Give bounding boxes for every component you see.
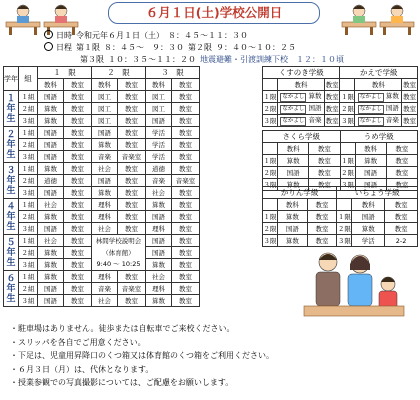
header-subject: 教科	[355, 79, 402, 91]
room-cell: 教室	[325, 116, 339, 125]
special-classes-table-upper	[262, 66, 418, 127]
period-cell: １限	[337, 212, 351, 221]
period-cell: ２限	[263, 168, 277, 177]
subject-cell: 算数	[146, 295, 172, 307]
subject-cell: 図工	[92, 103, 118, 115]
period-cell: ３限	[340, 116, 354, 125]
room-cell: 教室	[64, 223, 92, 235]
room-cell: 教室	[118, 223, 146, 235]
table-row	[4, 175, 200, 187]
subject-text: 国語	[385, 104, 399, 112]
subject-cell: 社会	[38, 235, 64, 247]
class-cell: １組	[19, 127, 38, 139]
subject-cell: 社会	[146, 271, 172, 283]
grade-label: ４年生	[4, 199, 19, 235]
date-label: 日時	[56, 31, 72, 40]
room-cell: 教室	[307, 223, 337, 235]
room-cell: 教室	[172, 127, 200, 139]
period2-time: ９：４０～１０：２５	[216, 43, 296, 52]
table-row	[4, 283, 200, 295]
subject-cell	[278, 115, 325, 127]
table-row	[4, 259, 200, 271]
subject-cell: 国語	[278, 223, 308, 235]
subject-cell: 国語	[38, 127, 64, 139]
class-cell: ２組	[19, 175, 38, 187]
subject-cell: 国語	[352, 211, 385, 223]
subject-cell: 理科	[146, 283, 172, 295]
room-cell: 教室	[64, 295, 92, 307]
header-p2: ２ 限	[92, 67, 146, 79]
room-cell: 教室	[118, 163, 146, 175]
subject-cell: 算数	[92, 187, 118, 199]
subject-cell: 学活	[146, 127, 172, 139]
class-cell: ２組	[19, 247, 38, 259]
table-row	[263, 115, 418, 127]
header-subject: 教科	[38, 79, 64, 91]
period2-name: 第２限	[188, 43, 212, 52]
subject-cell: 算数	[146, 199, 172, 211]
subject-cell: 算数	[352, 223, 385, 235]
room-cell: 教室	[172, 187, 200, 199]
room-cell: 教室	[64, 247, 92, 259]
period-cell: ３限	[337, 236, 351, 245]
subject-cell: 道徳	[38, 175, 64, 187]
header-class: 組	[19, 67, 38, 91]
subject-cell: 学活	[352, 235, 385, 247]
subject-cell: 社会	[92, 223, 118, 235]
header-p1: １ 限	[38, 67, 92, 79]
subject-cell: 算数	[278, 235, 308, 247]
periods-label: 日程	[56, 43, 72, 52]
room-cell: 教室	[172, 151, 200, 163]
nakayoshi-tag: なかよし	[359, 94, 382, 100]
header-subject: 教科	[355, 143, 386, 155]
header-room: 教室	[307, 199, 337, 211]
table-row	[4, 163, 200, 175]
table-row	[263, 211, 418, 223]
header-room: 教室	[386, 143, 417, 155]
nakayoshi-tag: なかよし	[359, 106, 382, 112]
note-item: ・スリッパを各自でご用意ください。	[10, 337, 146, 347]
room-cell: 教室	[172, 271, 200, 283]
nakayoshi-tag: なかよし	[282, 106, 305, 112]
grade-label: ２年生	[4, 127, 19, 163]
room-cell: 音楽室	[172, 175, 200, 187]
table-row	[4, 271, 200, 283]
grade-label: ３年生	[4, 163, 19, 199]
room-cell: 教室	[403, 116, 417, 125]
subject-text: 算数	[308, 92, 322, 100]
subject-cell: 算数	[38, 259, 64, 271]
subject-cell	[355, 103, 402, 115]
room-cell: 教室	[172, 223, 200, 235]
room-cell: 教室	[172, 139, 200, 151]
subject-cell	[355, 91, 402, 103]
class-cell: ３組	[19, 259, 38, 271]
table-row	[263, 223, 418, 235]
subject-cell: 算数	[38, 211, 64, 223]
room-cell: 教室	[172, 247, 200, 259]
table-row	[263, 167, 418, 179]
period-cell: ２限	[263, 104, 277, 113]
room-cell: 教室	[386, 155, 417, 167]
nakayoshi-tag: なかよし	[282, 94, 305, 100]
subject-cell: 算数	[146, 259, 172, 271]
class-cell: ３組	[19, 115, 38, 127]
room-cell: 教室	[64, 283, 92, 295]
room-cell: 教室	[172, 115, 200, 127]
subject-cell: 算数	[278, 179, 309, 191]
subject-cell: 国語	[38, 223, 64, 235]
room-cell: 教室	[325, 104, 339, 113]
subject-cell: 国語	[92, 127, 118, 139]
period-cell: １限	[263, 212, 277, 221]
subject-cell: 図工	[146, 103, 172, 115]
room-cell: 教室	[309, 167, 340, 179]
room-cell: 教室	[172, 103, 200, 115]
class-cell: ２組	[19, 283, 38, 295]
table-row	[263, 103, 418, 115]
subject-cell: 国語	[355, 167, 386, 179]
room-cell: 教室	[64, 211, 92, 223]
room-cell: 教室	[64, 91, 92, 103]
note-item: ・駐車場はありません。徒歩または自転車でご来校ください。	[10, 324, 235, 333]
periods-line	[44, 42, 300, 53]
subject-cell	[355, 115, 402, 127]
subject-cell: 国語	[38, 139, 64, 151]
timetable	[3, 66, 200, 307]
blank-cell	[263, 79, 278, 91]
room-cell: 教室	[118, 91, 146, 103]
header-room: 教室	[172, 79, 200, 91]
period-cell: ２限	[263, 224, 277, 233]
room-cell: 教室	[172, 211, 200, 223]
room-cell: 教室	[309, 179, 340, 191]
subject-cell: 社会	[38, 199, 64, 211]
class-cell: ３組	[19, 295, 38, 307]
period-cell: １限	[340, 92, 354, 101]
table-row	[4, 211, 200, 223]
bullet-circle-icon	[44, 30, 53, 39]
table-row	[4, 91, 200, 103]
room-cell: 教室	[118, 139, 146, 151]
room-cell: 教室	[64, 175, 92, 187]
table-row	[4, 235, 200, 247]
table-row	[4, 223, 200, 235]
subject-cell: 学活	[146, 151, 172, 163]
special-class-title: かりん学級	[263, 187, 337, 199]
subject-cell: 算数	[38, 103, 64, 115]
room-cell: 教室	[118, 211, 146, 223]
note-item: ・６月３日（月）は、代休となります。	[10, 364, 154, 374]
header-subject: 教科	[352, 199, 385, 211]
header-room: 教室	[309, 143, 340, 155]
room-cell: 教室	[64, 127, 92, 139]
subject-cell: 道徳	[146, 163, 172, 175]
period-cell: １限	[263, 92, 277, 101]
subject-text: 音楽	[308, 116, 322, 124]
room-cell: 教室	[172, 91, 200, 103]
table-row	[4, 295, 200, 307]
bullet-circle-icon	[44, 42, 53, 51]
grade-label: ５年生	[4, 235, 19, 271]
subject-cell: 国語	[38, 151, 64, 163]
special-event-cell: （体育館）	[92, 247, 146, 259]
period1-name: 第１限	[76, 43, 100, 52]
subject-cell: 国語	[38, 295, 64, 307]
special-event-cell: 9:40 ～ 10:25	[92, 259, 146, 271]
subject-cell: 社会	[92, 163, 118, 175]
room-cell: 教室	[118, 127, 146, 139]
period-cell: ２限	[341, 168, 354, 177]
room-cell: 教室	[64, 163, 92, 175]
period-cell: ３限	[341, 180, 354, 189]
period-cell: ３限	[263, 116, 277, 125]
subject-cell: 国語	[146, 115, 172, 127]
subject-cell: 国語	[38, 283, 64, 295]
subject-text: 算数	[385, 92, 399, 100]
period3-line	[80, 54, 348, 65]
room-cell: 教室	[118, 271, 146, 283]
special-event-cell: 林間学校説明会	[92, 235, 146, 247]
period-cell: １限	[341, 156, 354, 165]
class-cell: ２組	[19, 139, 38, 151]
blank-cell	[337, 199, 352, 211]
room-cell: 教室	[172, 163, 200, 175]
class-cell: １組	[19, 235, 38, 247]
subject-cell: 図工	[146, 91, 172, 103]
subject-cell: 学活	[146, 139, 172, 151]
class-cell: １組	[19, 91, 38, 103]
header-subject: 教科	[146, 79, 172, 91]
table-row	[4, 199, 200, 211]
header-subject: 教科	[278, 79, 325, 91]
period-cell: １限	[263, 156, 277, 165]
header-room: 教室	[64, 79, 92, 91]
header-room: 教室	[325, 80, 339, 89]
room-cell: 教室	[118, 199, 146, 211]
period3-time: １０：３５～１１：２０	[108, 55, 196, 64]
subject-cell: 国語	[146, 235, 172, 247]
header-subject: 教科	[278, 143, 309, 155]
table-row	[4, 103, 200, 115]
grade-label: １年生	[4, 91, 19, 127]
subject-cell: 理科	[92, 199, 118, 211]
class-cell: １組	[19, 271, 38, 283]
table-row	[4, 127, 200, 139]
class-cell: ３組	[19, 151, 38, 163]
blank-cell	[340, 143, 355, 155]
header-room: 教室	[403, 80, 417, 89]
students-desk-clipart	[340, 0, 418, 36]
room-cell: 教室	[64, 235, 92, 247]
class-cell: １組	[19, 199, 38, 211]
blank-cell	[263, 143, 278, 155]
room-cell: 教室	[386, 167, 417, 179]
subject-cell: 算数	[38, 163, 64, 175]
subject-cell: 音楽	[146, 175, 172, 187]
room-cell: 教室	[386, 179, 417, 191]
blank-cell	[263, 199, 278, 211]
subject-text: 国語	[308, 104, 322, 112]
room-cell: 教室	[385, 223, 418, 235]
room-cell: 2-2	[385, 235, 418, 247]
room-cell: 教室	[64, 271, 92, 283]
subject-cell: 国語	[38, 187, 64, 199]
subject-cell: 算数	[278, 211, 308, 223]
room-cell: 教室	[118, 115, 146, 127]
subject-cell: 図工	[92, 115, 118, 127]
room-cell: 教室	[118, 187, 146, 199]
date-value: 令和元年６月１日（土） ８：４５～１１：３０	[76, 31, 248, 40]
table-row	[4, 151, 200, 163]
header-p3: ３ 限	[146, 67, 200, 79]
room-cell: 教室	[172, 259, 200, 271]
subject-cell: 算数	[38, 271, 64, 283]
header-room: 教室	[385, 199, 418, 211]
table-row	[4, 139, 200, 151]
room-cell: 教室	[172, 283, 200, 295]
nakayoshi-tag: なかよし	[359, 118, 382, 124]
room-cell: 教室	[118, 103, 146, 115]
room-cell: 教室	[64, 115, 92, 127]
period-cell: ３限	[263, 180, 277, 189]
table-row	[263, 235, 418, 247]
table-row	[263, 91, 418, 103]
class-cell: ３組	[19, 187, 38, 199]
subject-cell: 算数	[38, 247, 64, 259]
special-class-title: くすのき学級	[263, 67, 340, 79]
room-cell: 教室	[325, 92, 339, 101]
date-line	[44, 30, 252, 41]
subject-cell: 音楽	[92, 151, 118, 163]
subject-cell: 国語	[146, 247, 172, 259]
period-cell: ２限	[340, 104, 354, 113]
header-grade: 学年	[4, 67, 19, 91]
room-cell: 教室	[118, 295, 146, 307]
class-cell: ２組	[19, 103, 38, 115]
room-cell: 教室	[64, 151, 92, 163]
subject-cell: 算数	[38, 115, 64, 127]
room-cell: 教室	[172, 235, 200, 247]
room-cell: 音楽室	[118, 283, 146, 295]
subject-cell: 音楽	[92, 283, 118, 295]
room-cell: 教室	[64, 187, 92, 199]
special-classes-table-middle	[262, 130, 418, 191]
period-cell: ３限	[263, 236, 277, 245]
class-cell: ２組	[19, 211, 38, 223]
room-cell: 教室	[64, 259, 92, 271]
subject-text: 音楽	[385, 116, 399, 124]
subject-cell: 国語	[355, 179, 386, 191]
special-class-title: うめ学級	[340, 131, 418, 143]
special-classes-table-lower	[262, 186, 418, 247]
special-class-title: かえで学級	[340, 67, 418, 79]
room-cell: 音楽室	[118, 151, 146, 163]
room-cell: 教室	[403, 92, 417, 101]
class-cell: ３組	[19, 223, 38, 235]
header-subject: 教科	[92, 79, 118, 91]
subject-cell: 算数	[355, 155, 386, 167]
nakayoshi-tag: なかよし	[282, 118, 305, 124]
subject-cell	[278, 103, 325, 115]
subject-cell: 国語	[92, 175, 118, 187]
notes-list	[10, 322, 274, 390]
header-subject: 教科	[278, 199, 308, 211]
subject-cell: 理科	[92, 211, 118, 223]
page-title: ６月１日(土)学校公開日	[108, 2, 320, 24]
period-cell: ２限	[337, 224, 351, 233]
period3-name: 第３限	[80, 55, 104, 64]
subject-cell: 理科	[92, 271, 118, 283]
room-cell: 教室	[385, 211, 418, 223]
table-row	[4, 247, 200, 259]
special-class-title: さくら学級	[263, 131, 341, 143]
room-cell: 教室	[64, 139, 92, 151]
subject-cell: 国語	[38, 91, 64, 103]
subject-cell: 図工	[92, 91, 118, 103]
class-cell: １組	[19, 163, 38, 175]
room-cell: 教室	[307, 211, 337, 223]
table-row	[263, 155, 418, 167]
subject-cell: 社会	[146, 187, 172, 199]
family-clipart	[298, 248, 408, 320]
table-row	[4, 187, 200, 199]
blank-cell	[340, 79, 355, 91]
subject-cell: 算数	[92, 139, 118, 151]
header-room: 教室	[118, 79, 146, 91]
room-cell: 教室	[64, 199, 92, 211]
room-cell: 教室	[172, 199, 200, 211]
room-cell: 教室	[403, 104, 417, 113]
room-cell: 教室	[307, 235, 337, 247]
subject-cell: 国語	[146, 211, 172, 223]
room-cell: 教室	[309, 155, 340, 167]
period1-time: ８：４５～ ９：３０	[104, 43, 184, 52]
subject-cell: 社会	[92, 295, 118, 307]
special-class-title: いちょう学級	[337, 187, 418, 199]
subject-cell: 理科	[146, 223, 172, 235]
note-item: ・下足は、児童用昇降口のくつ箱又は体育館のくつ箱をご利用ください。	[10, 351, 274, 360]
room-cell: 教室	[172, 295, 200, 307]
table-row	[4, 115, 200, 127]
room-cell: 教室	[64, 103, 92, 115]
note-item: ・授業参観での写真撮影については、ご配慮をお願いします。	[10, 378, 234, 387]
subject-cell: 国語	[278, 167, 309, 179]
dismissal-time: 地震避難・引渡訓練下校 １２：１０頃	[200, 55, 344, 64]
subject-cell: 算数	[278, 155, 309, 167]
grade-label: ６年生	[4, 271, 19, 307]
room-cell: 教室	[118, 175, 146, 187]
subject-cell	[278, 91, 325, 103]
